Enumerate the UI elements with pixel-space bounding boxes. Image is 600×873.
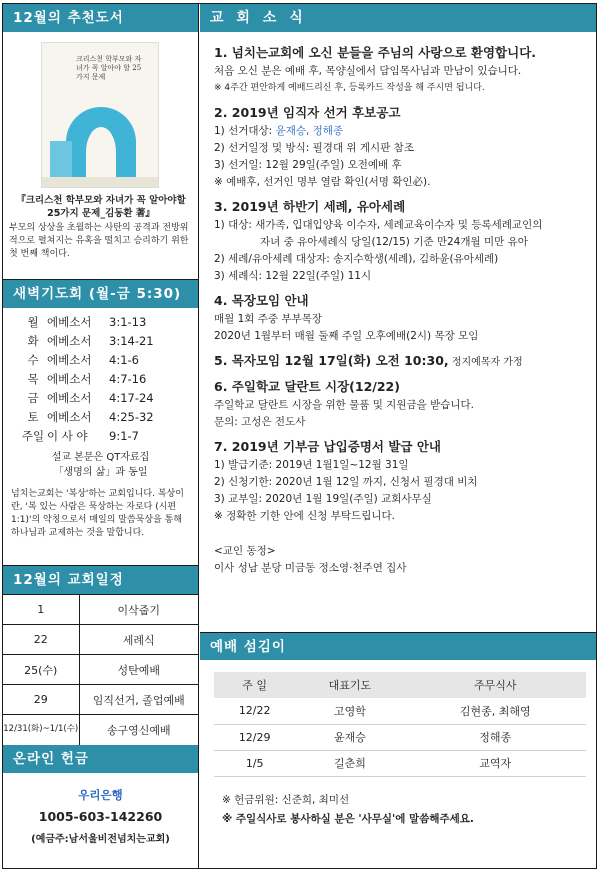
- news-line: 2020년 1월부터 매월 둘째 주일 오후예배(2시) 목장 모임: [214, 330, 479, 342]
- dawn-row: 주일 이 사 야 9:1-7: [21, 429, 139, 443]
- schedule-table: [3, 594, 198, 745]
- table-row: 25(수) 성탄예배: [3, 655, 198, 685]
- news-line: 문의: 고성은 전도사: [214, 416, 306, 428]
- news-line: 매월 1회 주중 부부목장: [214, 313, 322, 325]
- left-column: [3, 4, 199, 868]
- dawn-note-line: 설교 본문은 QT자료집: [51, 452, 150, 463]
- dawn-row: 수 에베소서 4:1-6: [27, 353, 139, 367]
- news-header: 교 회 소 식: [200, 4, 596, 32]
- dawn-row: 금 에베소서 4:17-24: [27, 391, 154, 405]
- dawn-row: 토 에베소서 4:25-32: [27, 410, 154, 424]
- table-row: 22 세례식: [3, 625, 198, 655]
- news-title: 6. 주일학교 달란트 시장(12/22): [214, 379, 400, 394]
- news-line: ※ 4주간 편안하게 예배드리신 후, 등록카드 작성을 해 주시면 됩니다.: [214, 83, 485, 93]
- worship-section: [214, 672, 586, 777]
- book-cover-text: 크리스천 학부모와 자녀가 꼭 알아야 할 25가지 문제: [76, 55, 142, 81]
- right-column: [200, 4, 596, 868]
- news-line: 3) 교부일: 2020년 1월 19일(주일) 교회사무실: [214, 493, 432, 505]
- account-holder: (예금주:남서울비전넘치는교회): [31, 833, 170, 845]
- column-header: 주 일: [214, 672, 295, 698]
- book-description: 부모의 상상을 초월하는 사탄의 공격과 전방위적으로 펼쳐지는 유혹을 떨치고 승리하기 위한 첫 번째 책이다.: [9, 223, 189, 259]
- news-section: [200, 32, 596, 632]
- candidate-names: 윤재승, 정해종: [275, 125, 344, 137]
- news-line: ※ 예배후, 선거인 명부 열람 확인(서명 확인必).: [214, 176, 431, 188]
- news-title: 5. 목자모임 12월 17일(화) 오전 10:30, 정지예목자 가정: [214, 353, 523, 368]
- news-title: 4. 목장모임 안내: [214, 293, 309, 308]
- bulletin-page: [2, 3, 597, 869]
- book-cover-image: [41, 42, 159, 188]
- cover-floor: [42, 177, 158, 187]
- bank-name: 우리은행: [78, 787, 123, 802]
- news-title: 3. 2019년 하반기 세례, 유아세례: [214, 199, 406, 214]
- news-title: 7. 2019년 기부금 납입증명서 발급 안내: [214, 439, 441, 454]
- dawn-row: 화 에베소서 3:14-21: [27, 334, 154, 348]
- worship-header: 예배 섬김이: [200, 632, 596, 660]
- news-line: 처음 오신 분은 예배 후, 목양실에서 담임목사님과 만남이 있습니다.: [214, 65, 522, 77]
- news-line: 2) 세례/유아세례 대상자: 송지수학생(세례), 김하윤(유아세례): [214, 253, 499, 265]
- news-line: ※ 정확한 기한 안에 신청 부탁드립니다.: [214, 510, 395, 522]
- news-line: 1) 대상: 새가족, 입대입양육 이수자, 세례교육이수자 및 등록세례교인의: [214, 219, 543, 231]
- dawn-header: 새벽기도회 (월-금 5:30): [3, 280, 198, 308]
- news-line: 주일학교 달란트 시장을 위한 물품 및 지원금을 받습니다.: [214, 399, 474, 411]
- worship-table: [214, 672, 586, 777]
- table-row: 12/29 윤재승 정해종: [214, 724, 586, 750]
- table-row: 1 이삭줍기: [3, 595, 198, 625]
- column-header: 주무식사: [404, 672, 586, 698]
- online-offering: [3, 773, 198, 845]
- table-header-row: [214, 672, 586, 698]
- news-title: 2. 2019년 임직자 선거 후보공고: [214, 105, 401, 120]
- cover-shape: [86, 127, 116, 177]
- table-row: 29 임직선거, 졸업예배: [3, 685, 198, 715]
- member-news-line: 이사 성남 분당 미금동 정소영·천주연 집사: [214, 562, 407, 574]
- news-line: 자녀 중 유아세례식 당일(12/15) 기준 만24개월 미만 유아: [260, 236, 528, 248]
- dawn-note: [3, 450, 198, 480]
- news-line: 2) 신청기한: 2020년 1월 12일 까지, 신청서 필경대 비치: [214, 476, 478, 488]
- table-row: 12/22 고영학 김현종, 최해영: [214, 698, 586, 724]
- dawn-note-line: 「생명의 삶」과 동일: [53, 467, 148, 478]
- news-line: 3) 세례식: 12월 22일(주일) 11시: [214, 270, 372, 282]
- online-header: 온라인 헌금: [3, 745, 198, 773]
- lunch-volunteer-note: ※ 주일식사로 봉사하실 분은 '사무실'에 말씀해주세요.: [222, 812, 474, 825]
- dawn-row: 목 에베소서 4:7-16: [27, 372, 147, 386]
- table-row: 12/31(화)~1/1(수) 송구영신예배: [3, 715, 198, 745]
- news-line: 1) 발급기준: 2019년 1월1일~12월 31일: [214, 459, 409, 471]
- dawn-section: [3, 308, 198, 566]
- news-line: 3) 선거일: 12월 29일(주일) 오전예배 후: [214, 159, 402, 171]
- member-news-title: <교인 동정>: [214, 545, 276, 557]
- news-title: 1. 넘치는교회에 오신 분들을 주님의 사랑으로 환영합니다.: [214, 45, 537, 60]
- book-header: 12월의 추천도서: [3, 4, 198, 32]
- dawn-list: [3, 308, 198, 446]
- boksang-description: 넘치는교회는 '복상'하는 교회입니다. 복상이란, '복 있는 사람은 묵상하는 자로다 (시편1:1)'의 약칭으로서 매일의 말씀묵상을 통해 하나님과 교제하는 것을 말합니다.: [11, 489, 184, 538]
- book-section: [3, 32, 198, 280]
- cover-shape: [50, 141, 72, 177]
- news-line: 1) 선거대상: 윤재승, 정해종: [214, 125, 344, 137]
- column-header: 대표기도: [295, 672, 404, 698]
- worship-footer: [200, 777, 596, 829]
- account-number: 1005-603-142260: [38, 808, 163, 824]
- table-row: 1/5 길춘희 교역자: [214, 750, 586, 776]
- offering-committee: ※ 헌금위원: 신준희, 최미선: [222, 793, 350, 806]
- schedule-header: 12월의 교회일정: [3, 566, 198, 594]
- news-line: 2) 선거일정 및 방식: 필경대 위 게시판 참조: [214, 142, 414, 154]
- dawn-row: 월 에베소서 3:1-13: [27, 315, 147, 329]
- book-title: 『크리스천 학부모와 자녀가 꼭 알아야할 25가지 문제_김동환 著』: [16, 195, 186, 219]
